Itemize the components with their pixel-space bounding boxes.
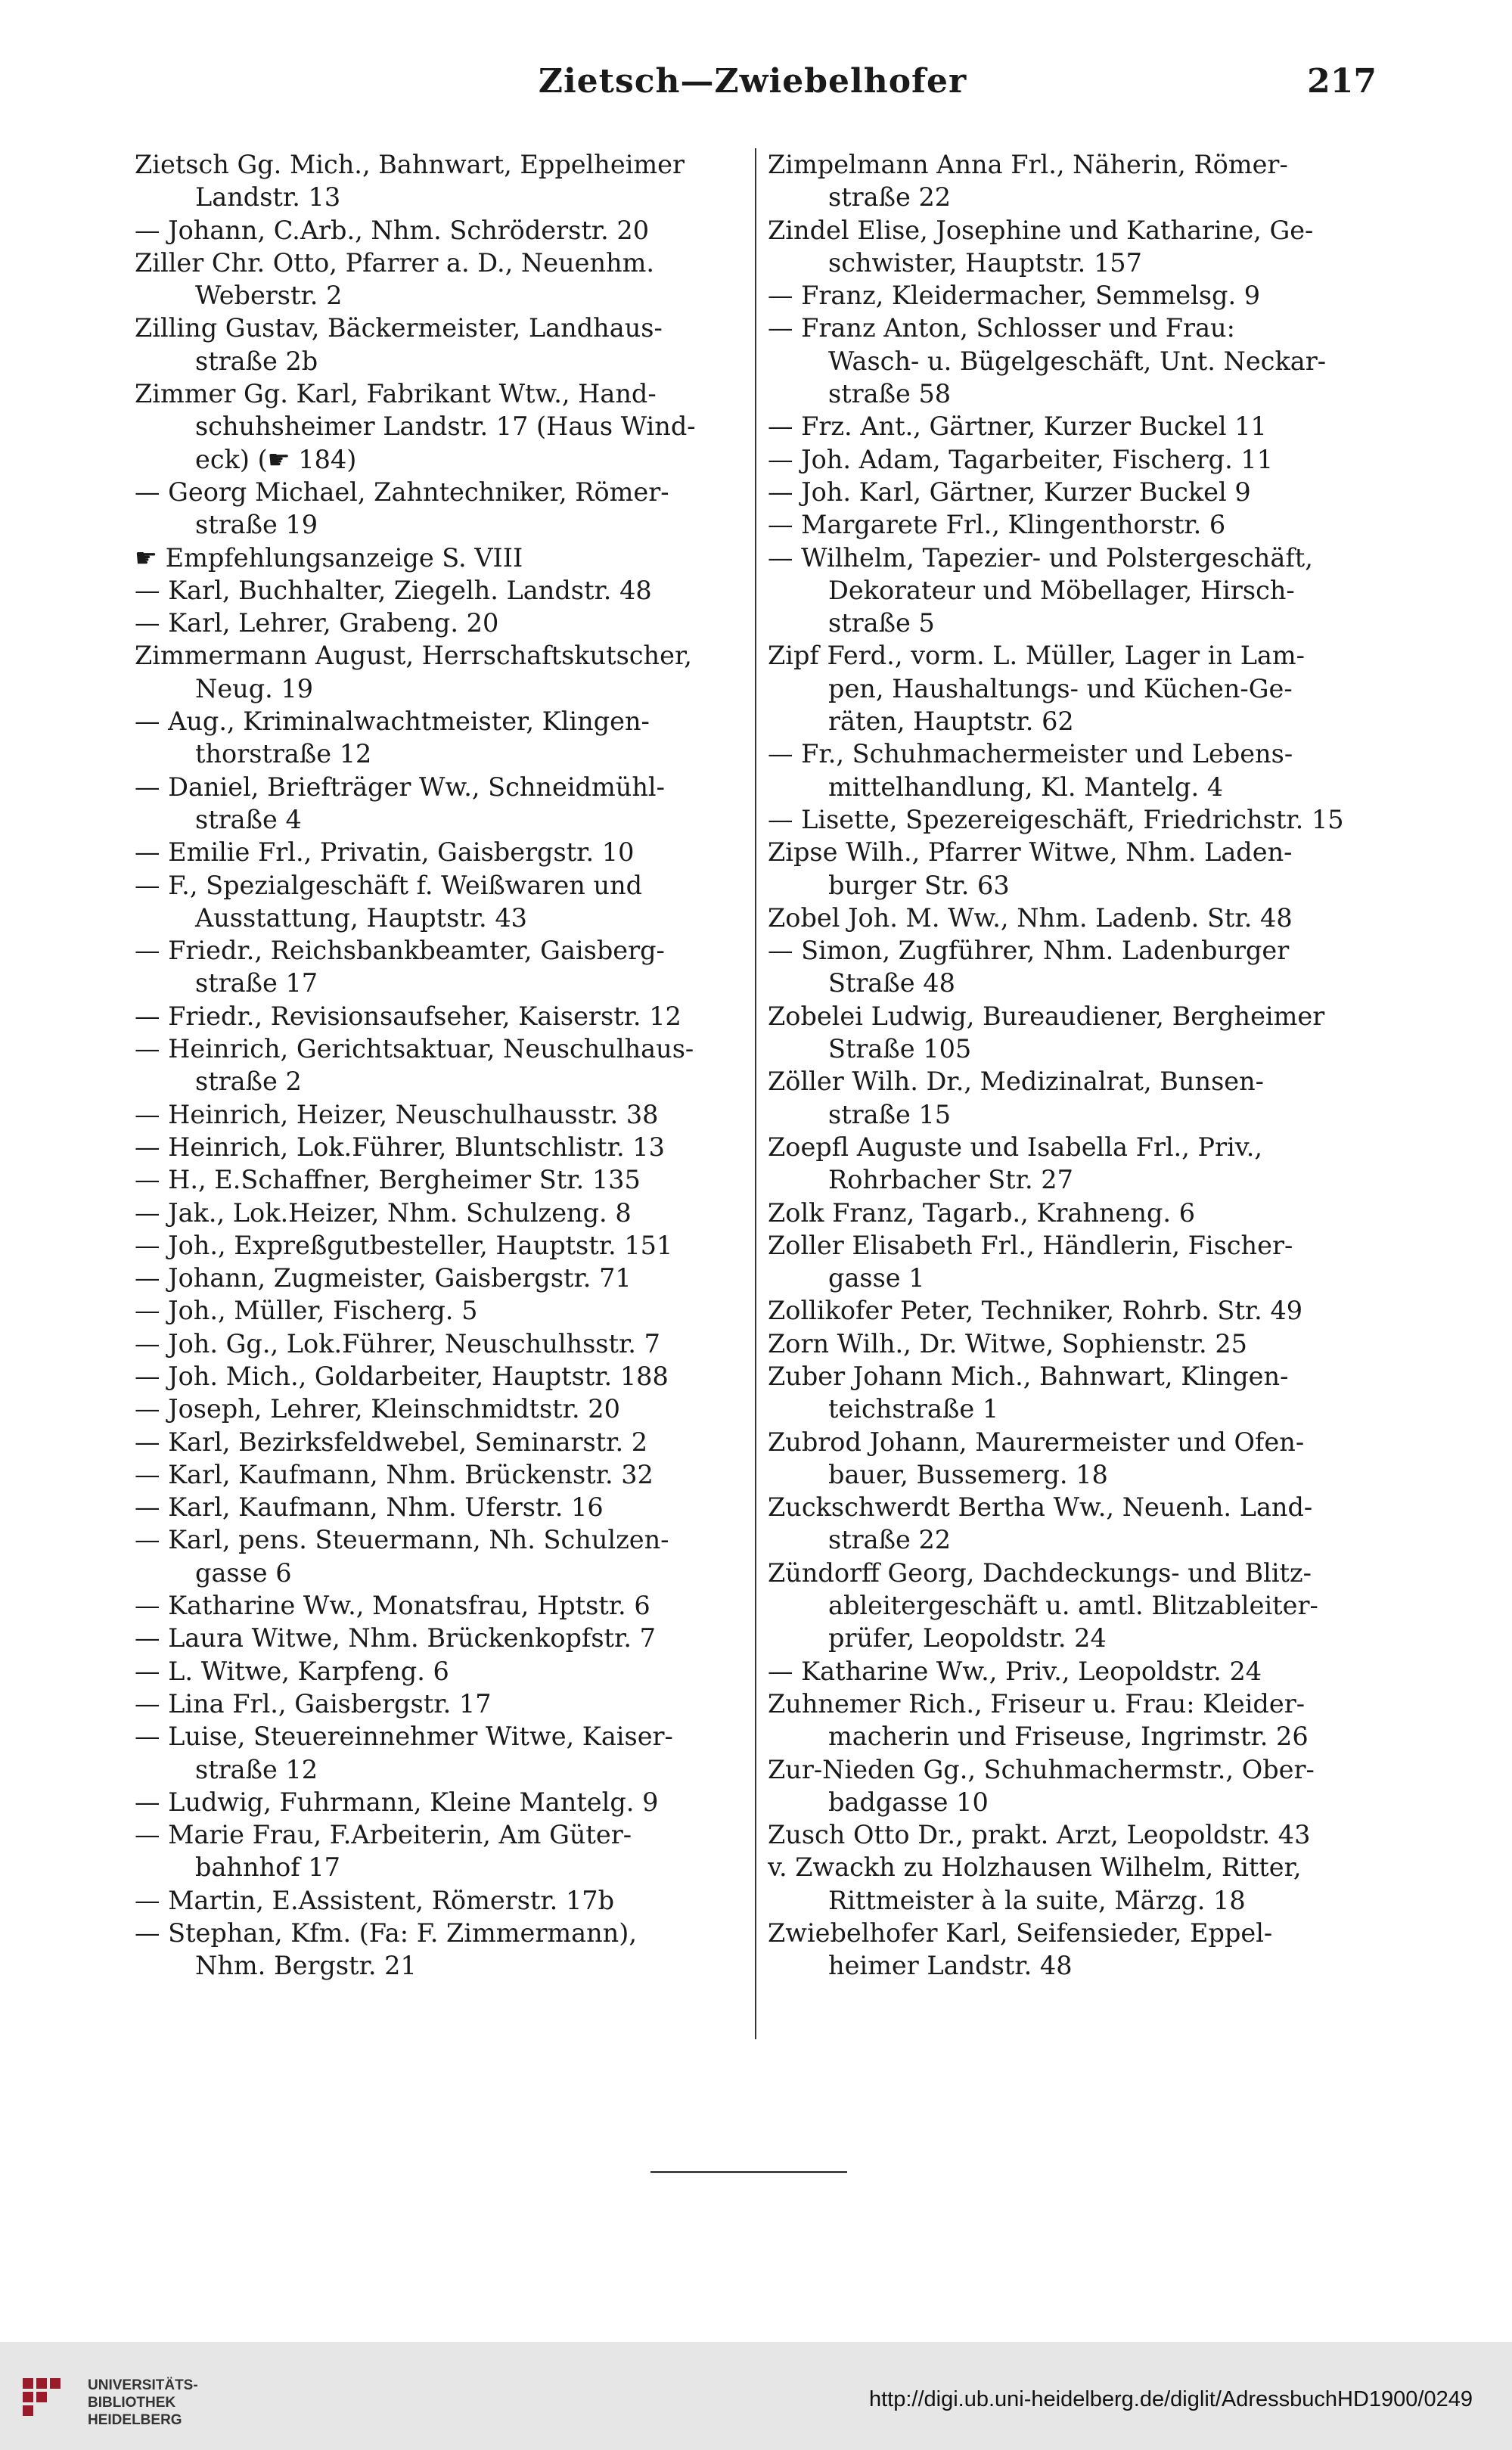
directory-line: Zobelei Ludwig, Bureaudiener, Bergheimer bbox=[768, 1001, 1325, 1031]
library-name-line: BIBLIOTHEK bbox=[88, 2395, 176, 2411]
directory-line: — Joh. Mich., Goldarbeiter, Hauptstr. 188 bbox=[135, 1361, 669, 1391]
page-header bbox=[129, 62, 1377, 115]
directory-line: Zusch Otto Dr., prakt. Arzt, Leopoldstr. 43 bbox=[768, 1820, 1311, 1850]
directory-line: räten, Hauptstr. 62 bbox=[828, 706, 1074, 737]
directory-line: Zorn Wilh., Dr. Witwe, Sophienstr. 25 bbox=[768, 1328, 1247, 1359]
directory-line: — Jak., Lok.Heizer, Nhm. Schulzeng. 8 bbox=[135, 1197, 632, 1228]
library-name-line: HEIDELBERG bbox=[88, 2412, 182, 2428]
directory-line: — Friedr., Revisionsaufseher, Kaiserstr. 12 bbox=[135, 1001, 681, 1031]
directory-line: straße 2 bbox=[195, 1067, 302, 1097]
directory-line: eck) (☛ 184) bbox=[195, 444, 357, 474]
directory-line: Zöller Wilh. Dr., Medizinalrat, Bunsen- bbox=[768, 1067, 1264, 1097]
directory-line: — Karl, Kaufmann, Nhm. Brückenstr. 32 bbox=[135, 1459, 654, 1489]
directory-line: Nhm. Bergstr. 21 bbox=[195, 1951, 417, 1981]
directory-line: — Joh. Gg., Lok.Führer, Neuschulhsstr. 7 bbox=[135, 1328, 660, 1359]
directory-line: Zindel Elise, Josephine und Katharine, Ge- bbox=[768, 215, 1314, 245]
directory-line: bahnhof 17 bbox=[195, 1852, 340, 1883]
directory-line: — Joh. Adam, Tagarbeiter, Fischerg. 11 bbox=[768, 444, 1274, 474]
directory-line: — Karl, pens. Steuermann, Nh. Schulzen- bbox=[135, 1525, 669, 1555]
directory-line: straße 12 bbox=[195, 1754, 318, 1784]
directory-line: — Marie Frau, F.Arbeiterin, Am Güter- bbox=[135, 1820, 632, 1850]
directory-line: — Wilhelm, Tapezier- und Polstergeschäft, bbox=[768, 542, 1313, 573]
right-column bbox=[768, 148, 1380, 1983]
directory-line: — Lina Frl., Gaisbergstr. 17 bbox=[135, 1688, 492, 1719]
directory-line: Landstr. 13 bbox=[195, 182, 341, 213]
directory-line: straße 17 bbox=[195, 968, 318, 998]
directory-line: Zipf Ferd., vorm. L. Müller, Lager in Lam- bbox=[768, 641, 1305, 671]
library-logo[interactable] bbox=[18, 2374, 215, 2434]
library-name-line: UNIVERSITÄTS- bbox=[88, 2377, 198, 2393]
directory-line: Straße 105 bbox=[828, 1034, 972, 1064]
directory-line: Zoepfl Auguste und Isabella Frl., Priv., bbox=[768, 1132, 1263, 1162]
page-end-rule bbox=[650, 2171, 847, 2173]
directory-line: gasse 1 bbox=[828, 1263, 925, 1293]
directory-line: prüfer, Leopoldstr. 24 bbox=[828, 1623, 1107, 1654]
directory-line: — Franz, Kleidermacher, Semmelsg. 9 bbox=[768, 281, 1261, 311]
directory-line: — Katharine Ww., Priv., Leopoldstr. 24 bbox=[768, 1656, 1262, 1686]
directory-line: — Aug., Kriminalwachtmeister, Klingen- bbox=[135, 706, 650, 737]
directory-line: ☛ Empfehlungsanzeige S. VIII bbox=[135, 542, 523, 573]
directory-line: — Karl, Lehrer, Grabeng. 20 bbox=[135, 608, 499, 638]
directory-line: burger Str. 63 bbox=[828, 870, 1010, 900]
directory-line: — L. Witwe, Karpfeng. 6 bbox=[135, 1656, 449, 1686]
directory-line: straße 15 bbox=[828, 1099, 952, 1129]
directory-line: mittelhandlung, Kl. Mantelg. 4 bbox=[828, 772, 1224, 802]
directory-line: pen, Haushaltungs- und Küchen-Ge- bbox=[828, 673, 1293, 703]
directory-line: — F., Spezialgeschäft f. Weißwaren und bbox=[135, 870, 643, 900]
directory-line: Zimmer Gg. Karl, Fabrikant Wtw., Hand- bbox=[135, 379, 657, 409]
directory-line: — Joseph, Lehrer, Kleinschmidtstr. 20 bbox=[135, 1394, 620, 1424]
directory-line: — Daniel, Briefträger Ww., Schneidmühl- bbox=[135, 772, 665, 802]
directory-line: Zuhnemer Rich., Friseur u. Frau: Kleider- bbox=[768, 1688, 1306, 1719]
directory-line: Zur-Nieden Gg., Schuhmachermstr., Ober- bbox=[768, 1754, 1315, 1784]
directory-line: Zuber Johann Mich., Bahnwart, Klingen- bbox=[768, 1361, 1289, 1391]
directory-line: — Heinrich, Heizer, Neuschulhausstr. 38 bbox=[135, 1099, 659, 1129]
directory-line: Wasch- u. Bügelgeschäft, Unt. Neckar- bbox=[828, 346, 1327, 376]
directory-line: Rittmeister à la suite, Märzg. 18 bbox=[828, 1885, 1246, 1915]
directory-line: — Martin, E.Assistent, Römerstr. 17b bbox=[135, 1885, 615, 1915]
directory-line: macherin und Friseuse, Ingrimstr. 26 bbox=[828, 1722, 1309, 1752]
page-title: Zietsch—Zwiebelhofer bbox=[538, 62, 967, 101]
directory-line: Zietsch Gg. Mich., Bahnwart, Eppelheimer bbox=[135, 150, 685, 179]
directory-line: thorstraße 12 bbox=[195, 739, 372, 769]
directory-line: — Fr., Schuhmachermeister und Lebens- bbox=[768, 739, 1293, 769]
directory-line: straße 4 bbox=[195, 804, 302, 834]
directory-line: Zolk Franz, Tagarb., Krahneng. 6 bbox=[768, 1197, 1196, 1228]
directory-line: bauer, Bussemerg. 18 bbox=[828, 1459, 1108, 1489]
directory-line: — Simon, Zugführer, Nhm. Ladenburger bbox=[768, 936, 1290, 966]
directory-line: — Ludwig, Fuhrmann, Kleine Mantelg. 9 bbox=[135, 1787, 659, 1817]
directory-line: — Luise, Steuereinnehmer Witwe, Kaiser- bbox=[135, 1722, 673, 1752]
directory-line: — Katharine Ww., Monatsfrau, Hptstr. 6 bbox=[135, 1591, 650, 1621]
directory-line: Zollikofer Peter, Techniker, Rohrb. Str. 49 bbox=[768, 1296, 1303, 1326]
directory-line: Zimmermann August, Herrschaftskutscher, bbox=[135, 641, 692, 671]
directory-line: — Frz. Ant., Gärtner, Kurzer Buckel 11 bbox=[768, 411, 1267, 442]
directory-line: — Joh., Expreßgutbesteller, Hauptstr. 151 bbox=[135, 1230, 673, 1260]
directory-line: straße 22 bbox=[828, 1525, 952, 1555]
directory-line: straße 19 bbox=[195, 510, 318, 540]
directory-line: — Karl, Buchhalter, Ziegelh. Landstr. 48 bbox=[135, 575, 652, 605]
directory-line: Ausstattung, Hauptstr. 43 bbox=[195, 902, 527, 933]
directory-line: straße 2b bbox=[195, 346, 318, 376]
directory-line: — Karl, Kaufmann, Nhm. Uferstr. 16 bbox=[135, 1492, 604, 1523]
directory-line: — H., E.Schaffner, Bergheimer Str. 135 bbox=[135, 1165, 641, 1195]
directory-line: Zilling Gustav, Bäckermeister, Landhaus- bbox=[135, 313, 663, 343]
directory-line: badgasse 10 bbox=[828, 1787, 989, 1817]
directory-line: heimer Landstr. 48 bbox=[828, 1951, 1073, 1981]
directory-line: Dekorateur und Möbellager, Hirsch- bbox=[828, 575, 1295, 605]
column-divider bbox=[755, 148, 756, 2039]
directory-line: — Friedr., Reichsbankbeamter, Gaisberg- bbox=[135, 936, 665, 966]
directory-line: Zoller Elisabeth Frl., Händlerin, Fischer- bbox=[768, 1230, 1293, 1260]
directory-line: — Heinrich, Gerichtsaktuar, Neuschulhaus- bbox=[135, 1034, 694, 1064]
left-column bbox=[135, 148, 747, 1983]
directory-line: v. Zwackh zu Holzhausen Wilhelm, Ritter, bbox=[768, 1852, 1302, 1883]
page-number: 217 bbox=[1307, 62, 1377, 101]
directory-line: straße 58 bbox=[828, 379, 952, 409]
directory-line: Ziller Chr. Otto, Pfarrer a. D., Neuenhm. bbox=[135, 247, 655, 278]
directory-line: — Margarete Frl., Klingenthorstr. 6 bbox=[768, 510, 1226, 540]
source-url-link[interactable]: http://digi.ub.uni-heidelberg.de/diglit/AdressbuchHD1900/0249 bbox=[868, 2387, 1473, 2411]
directory-line: — Heinrich, Lok.Führer, Bluntschlistr. 13 bbox=[135, 1132, 665, 1162]
directory-line: — Joh., Müller, Fischerg. 5 bbox=[135, 1296, 478, 1326]
directory-line: Neug. 19 bbox=[195, 673, 314, 703]
directory-line: schuhsheimer Landstr. 17 (Haus Wind- bbox=[195, 411, 696, 442]
directory-line: Zwiebelhofer Karl, Seifensieder, Eppel- bbox=[768, 1918, 1273, 1949]
directory-line: Zubrod Johann, Maurermeister und Ofen- bbox=[768, 1427, 1305, 1457]
directory-line: Rohrbacher Str. 27 bbox=[828, 1165, 1073, 1195]
directory-line: straße 5 bbox=[828, 608, 935, 638]
directory-line: Zipse Wilh., Pfarrer Witwe, Nhm. Laden- bbox=[768, 837, 1293, 868]
directory-line: ableitergeschäft u. amtl. Blitzableiter- bbox=[828, 1591, 1318, 1621]
footer-bar bbox=[0, 2342, 1512, 2450]
library-name bbox=[88, 2377, 198, 2429]
directory-line: schwister, Hauptstr. 157 bbox=[828, 247, 1142, 278]
directory-line: Weberstr. 2 bbox=[195, 281, 343, 311]
directory-line: Zobel Joh. M. Ww., Nhm. Ladenb. Str. 48 bbox=[768, 902, 1293, 933]
directory-line: Zuckschwerdt Bertha Ww., Neuenh. Land- bbox=[768, 1492, 1313, 1523]
directory-line: — Stephan, Kfm. (Fa: F. Zimmermann), bbox=[135, 1918, 637, 1949]
directory-line: — Franz Anton, Schlosser und Frau: bbox=[768, 313, 1235, 343]
directory-line: gasse 6 bbox=[195, 1557, 292, 1588]
directory-line: Zimpelmann Anna Frl., Näherin, Römer- bbox=[768, 150, 1288, 179]
directory-line: — Joh. Karl, Gärtner, Kurzer Buckel 9 bbox=[768, 477, 1251, 507]
directory-line: — Johann, Zugmeister, Gaisbergstr. 71 bbox=[135, 1263, 632, 1293]
directory-line: teichstraße 1 bbox=[828, 1394, 999, 1424]
directory-line: Zündorff Georg, Dachdeckungs- und Blitz- bbox=[768, 1557, 1312, 1588]
directory-line: — Lisette, Spezereigeschäft, Friedrichstr. 15 bbox=[768, 804, 1344, 834]
directory-line: — Johann, C.Arb., Nhm. Schröderstr. 20 bbox=[135, 215, 650, 245]
directory-line: — Georg Michael, Zahntechniker, Römer- bbox=[135, 477, 669, 507]
library-logo-icon bbox=[18, 2374, 79, 2434]
directory-line: — Karl, Bezirksfeldwebel, Seminarstr. 2 bbox=[135, 1427, 648, 1457]
directory-line: straße 22 bbox=[828, 182, 952, 213]
directory-line: — Emilie Frl., Privatin, Gaisbergstr. 10 bbox=[135, 837, 635, 868]
directory-line: — Laura Witwe, Nhm. Brückenkopfstr. 7 bbox=[135, 1623, 656, 1654]
directory-line: Straße 48 bbox=[828, 968, 955, 998]
